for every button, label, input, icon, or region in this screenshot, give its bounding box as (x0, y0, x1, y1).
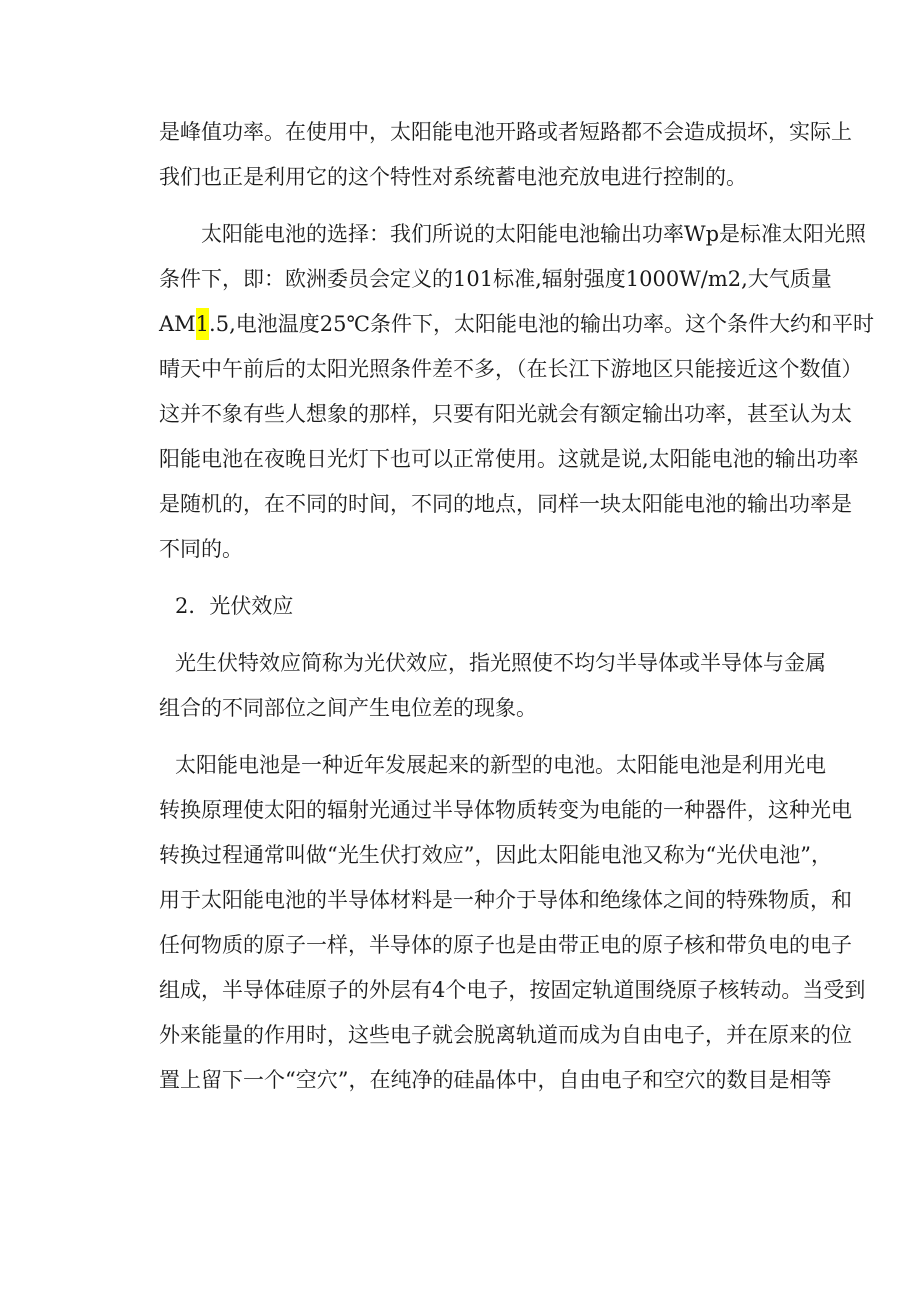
text-line-rest: .5,电池温度25℃条件下，太阳能电池的输出功率。这个条件大约和平时 (209, 312, 874, 336)
paragraph-solar-cell-principle (159, 743, 866, 1103)
text-line: 这并不象有些人想象的那样，只要有阳光就会有额定输出功率，甚至认为太 (159, 402, 852, 426)
text-line: 不同的。 (159, 537, 243, 561)
paragraph-solar-selection (159, 212, 874, 572)
section-heading-photovoltaic-effect (159, 584, 799, 629)
text-line: 组成，半导体硅原子的外层有4个电子，按固定轨道围绕原子核转动。当受到 (159, 978, 866, 1002)
text-line (159, 641, 826, 686)
text-line: 置上留下一个“空穴”，在纯净的硅晶体中，自由电子和空穴的数目是相等 (159, 1068, 832, 1092)
text-line: 转换原理使太阳的辐射光通过半导体物质转变为电能的一种器件，这种光电 (159, 798, 852, 822)
heading-text: 2．光伏效应 (175, 594, 294, 618)
text-am-prefix: AM (159, 312, 196, 336)
text-line: 条件下，即：欧洲委员会定义的101标准,辐射强度1000W/m2,大气质量 (159, 267, 832, 291)
text-line-content: 太阳能电池是一种近年发展起来的新型的电池。太阳能电池是利用光电 (175, 753, 826, 777)
text-line (159, 743, 826, 788)
paragraph-photovoltaic-definition (159, 641, 826, 731)
highlighted-text: 1 (196, 308, 209, 340)
text-line: 是随机的，在不同的时间，不同的地点，同样一块太阳能电池的输出功率是 (159, 492, 852, 516)
text-line: 是峰值功率。在使用中，太阳能电池开路或者短路都不会造成损坏，实际上 (159, 120, 852, 144)
text-line (159, 302, 874, 347)
text-line-content: 光生伏特效应简称为光伏效应，指光照使不均匀半导体或半导体与金属 (175, 651, 826, 675)
text-line: 组合的不同部位之间产生电位差的现象。 (159, 696, 537, 720)
text-line (159, 212, 867, 257)
text-line: 外来能量的作用时，这些电子就会脱离轨道而成为自由电子，并在原来的位 (159, 1023, 852, 1047)
text-line: 阳能电池在夜晚日光灯下也可以正常使用。这就是说,太阳能电池的输出功率 (159, 447, 859, 471)
text-line: 转换过程通常叫做“光生伏打效应”，因此太阳能电池又称为“光伏电池”， (159, 843, 832, 867)
text-line: 任何物质的原子一样，半导体的原子也是由带正电的原子核和带负电的电子 (159, 933, 852, 957)
text-line: 我们也正是利用它的这个特性对系统蓄电池充放电进行控制的。 (159, 165, 747, 189)
document-body (159, 110, 874, 1115)
text-line: 晴天中午前后的太阳光照条件差不多，（在长江下游地区只能接近这个数值） (159, 357, 863, 381)
paragraph-peak-power (159, 110, 852, 200)
text-line-content: 太阳能电池的选择：我们所说的太阳能电池输出功率Wp是标准太阳光照 (201, 222, 867, 246)
text-line: 用于太阳能电池的半导体材料是一种介于导体和绝缘体之间的特殊物质，和 (159, 888, 852, 912)
